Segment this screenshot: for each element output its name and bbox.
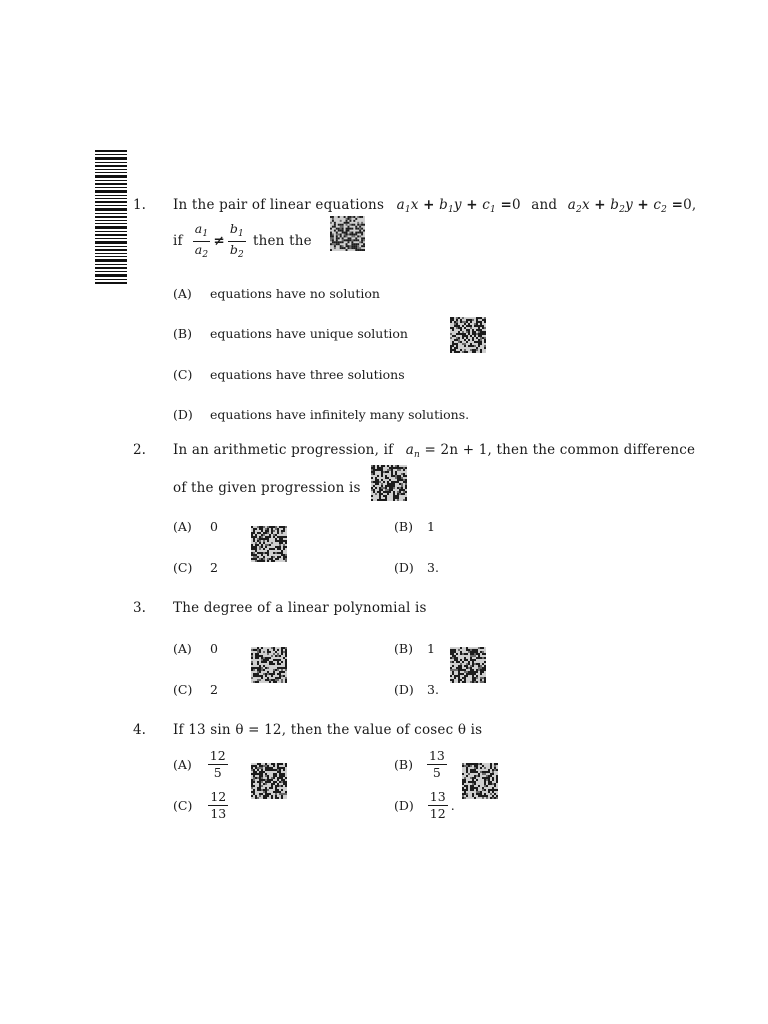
qr-code-image bbox=[371, 465, 407, 501]
option-c: (C) 2 bbox=[173, 560, 218, 575]
option-b: (B) 1 bbox=[394, 641, 435, 656]
option-c: (C) 2 bbox=[173, 682, 218, 697]
option-d: (D) 3. bbox=[394, 682, 439, 697]
option-d: (D) equations have infinitely many solutions. bbox=[173, 407, 470, 422]
fraction-a1-a2: $\frac{a_1}{a_2}$ bbox=[194, 221, 209, 260]
question-stem-line1: In an arithmetic progression, if $a_n = 2n + 1$, then the common difference bbox=[173, 442, 696, 460]
question-stem-line2: if $\frac{a_1}{a_2}$ ≠ $\frac{b_1}{b_2}$ then the bbox=[173, 221, 312, 260]
option-d: (D) $\frac{13}{12}$ . bbox=[394, 789, 455, 821]
question-stem: The degree of a linear polynomial is bbox=[173, 600, 427, 616]
equation-2: $a_2x + b_2y + c_2 =0$, bbox=[567, 197, 697, 215]
question-number: 3. bbox=[133, 600, 146, 616]
question-stem-line1: In the pair of linear equations $a_1x + b_1y + c_1 =0$ and $a_2x + b_2y + c_2 =0$, bbox=[173, 197, 697, 215]
barcode-image bbox=[95, 150, 127, 286]
qr-code-image bbox=[251, 526, 287, 562]
fraction-b1-b2: $\frac{b_1}{b_2}$ bbox=[229, 221, 244, 260]
qr-code-image bbox=[462, 763, 498, 799]
question-number: 1. bbox=[133, 197, 146, 213]
qr-code-image bbox=[450, 647, 486, 683]
qr-code-image bbox=[330, 216, 365, 251]
option-a: (A) equations have no solution bbox=[173, 286, 380, 301]
option-c: (C) equations have three solutions bbox=[173, 367, 405, 382]
question-stem: If 13 sin θ = 12, then the value of cosec θ is bbox=[173, 722, 483, 738]
option-c: (C) $\frac{12}{13}$ bbox=[173, 789, 227, 821]
qr-code-image bbox=[251, 647, 287, 683]
option-b: (B) 1 bbox=[394, 519, 435, 534]
option-b: (B) $\frac{13}{5}$ bbox=[394, 748, 445, 780]
option-b: (B) equations have unique solution bbox=[173, 326, 408, 341]
equation-1: $a_1x + b_1y + c_1 =0$ bbox=[396, 197, 521, 215]
option-d: (D) 3. bbox=[394, 560, 439, 575]
option-a: (A) $\frac{12}{5}$ bbox=[173, 748, 226, 780]
question-number: 4. bbox=[133, 722, 146, 738]
option-a: (A) 0 bbox=[173, 641, 218, 656]
option-a: (A) 0 bbox=[173, 519, 218, 534]
question-stem-line2: of the given progression is bbox=[173, 480, 361, 496]
qr-code-image bbox=[450, 317, 486, 353]
qr-code-image bbox=[251, 763, 287, 799]
question-number: 2. bbox=[133, 442, 146, 458]
